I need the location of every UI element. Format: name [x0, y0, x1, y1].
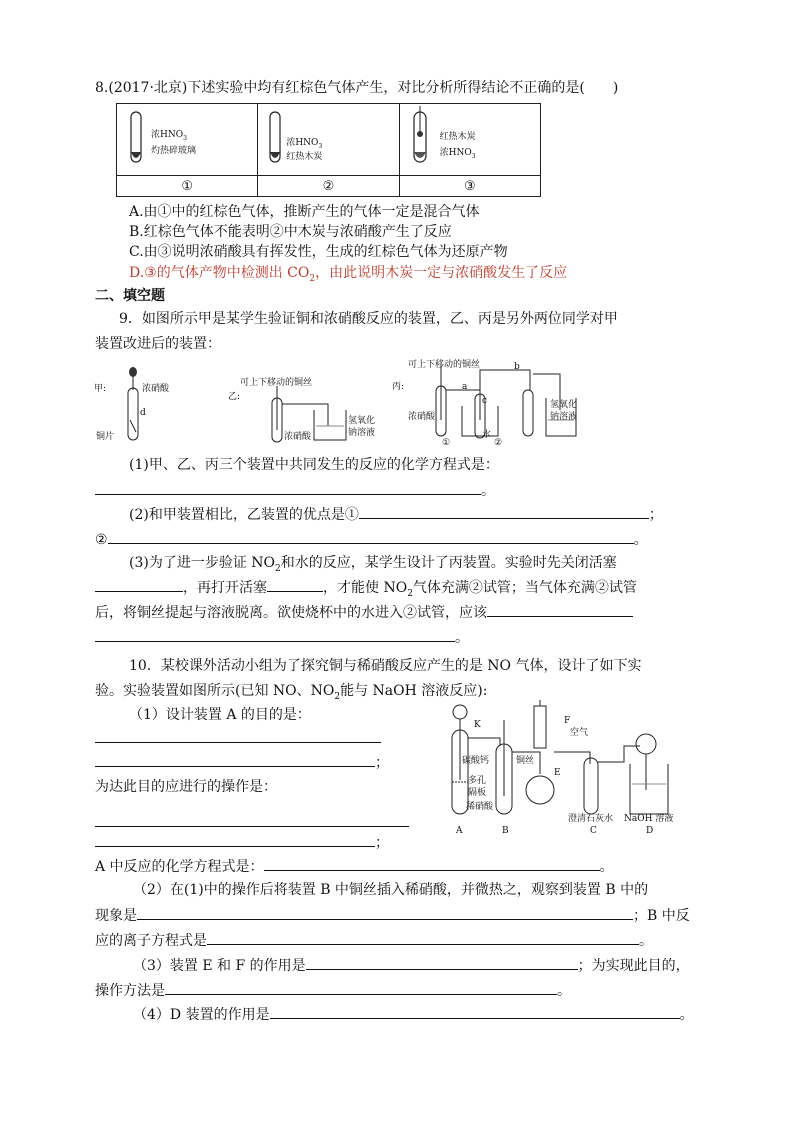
q8-fig-2: [258, 104, 399, 176]
q10-fig-c: C: [590, 826, 597, 836]
q9-fig-bing-1: ①: [442, 438, 451, 448]
test-tube-icon: [258, 104, 398, 175]
q9-fig-bing-naoh1: 氢氧化: [550, 400, 578, 410]
q8-fig1-label2: 灼热碎玻璃: [151, 146, 197, 156]
answer-blank[interactable]: [165, 980, 557, 995]
q10-op: 为达此目的应进行的操作是：: [95, 779, 277, 795]
q9-sub2-line2: ② 。: [95, 529, 648, 550]
q8-option-a: A.由①中的红棕色气体，推断产生的气体一定是混合气体: [129, 204, 480, 220]
q9-sub1-answer: 。: [95, 480, 495, 501]
q9-fig-bing-a: a: [462, 382, 468, 392]
answer-blank[interactable]: [207, 930, 639, 945]
q10-fig-d: D: [646, 826, 654, 836]
answer-blank[interactable]: [270, 1004, 680, 1019]
answer-blank[interactable]: [95, 480, 481, 495]
q9-figure: [90, 360, 610, 450]
q9-fig-yi-top: 可上下移动的铜丝: [240, 378, 313, 388]
q10-fig-e: E: [554, 768, 561, 778]
section-title: 二、填空题: [95, 288, 165, 304]
answer-blank[interactable]: [95, 728, 381, 743]
q8-fig2-num: ②: [258, 176, 399, 197]
q10-figure: [440, 700, 690, 840]
q9-fig-bing-naoh2: 钠溶液: [550, 412, 578, 422]
q10-fig-air: 空气: [570, 728, 589, 738]
q10-fig-caco3: 碳酸钙: [462, 756, 490, 766]
q10-op-blank1: [95, 812, 409, 833]
q8-option-c: C.由③说明浓硝酸具有挥发性，生成的红棕色气体为还原产物: [129, 244, 508, 260]
q10-fig-b: B: [502, 826, 509, 836]
q10-fig-a: A: [456, 826, 463, 836]
answer-blank[interactable]: [95, 627, 455, 642]
q8-option-b: B.红棕色气体不能表明②中木炭与浓硝酸产生了反应: [129, 224, 452, 240]
q10-sub1-blank2: ；: [95, 752, 389, 773]
q10-sub1-blank1: [95, 728, 381, 749]
answer-blank[interactable]: [264, 856, 600, 871]
answer-blank[interactable]: [95, 832, 375, 847]
answer-blank[interactable]: [306, 955, 578, 970]
q10-sub3-line2: 操作方法是 。: [95, 980, 571, 1001]
answer-blank[interactable]: [487, 602, 633, 617]
q10-fig-hno3: 稀硝酸: [466, 802, 494, 812]
q9-stem-2: 装置改进后的装置：: [95, 336, 221, 352]
q8-fig2-label2: 红热木炭: [286, 152, 323, 162]
q10-fig-porous2: 隔板: [468, 788, 487, 798]
answer-blank[interactable]: [95, 577, 183, 592]
test-tube-icon: [117, 104, 257, 175]
q9-fig-jia-cu: 铜片: [96, 432, 115, 442]
answer-blank[interactable]: [137, 905, 633, 920]
q9-sub2: (2)和甲装置相比，乙装置的优点是① ；: [129, 504, 663, 525]
q10-fig-porous1: 多孔: [468, 776, 487, 786]
q10-sub4: （4）D 装置的作用是 。: [133, 1004, 694, 1025]
q9-fig-bing-water: 水: [482, 430, 492, 440]
q8-option-d: D.③的气体产物中检测出 $CO_2$，由此说明木炭一定与浓硝酸发生了反应: [129, 265, 568, 284]
q10-sub2-line2: 现象是 ；B 中反: [95, 905, 690, 926]
q10-eq: A 中反应的化学方程式是： 。: [95, 856, 614, 877]
q10-sub3-line1: （3）装置 E 和 F 的作用是 ；为实现此目的，: [133, 955, 690, 976]
answer-blank[interactable]: [108, 529, 634, 544]
q8-fig3-num: ③: [399, 176, 540, 197]
q8-fig-3: [399, 104, 540, 176]
q10-fig-lime: 澄清石灰水: [568, 814, 614, 824]
answer-blank[interactable]: [95, 752, 375, 767]
q10-stem-1: 10．某校课外活动小组为了探究铜与稀硝酸反应产生的是 NO 气体，设计了如下实: [129, 658, 642, 674]
q9-stem-1: 9．如图所示甲是某学生验证铜和浓硝酸反应的装置，乙、丙是另外两位同学对甲: [119, 311, 618, 327]
q10-fig-cu: 铜丝: [516, 756, 535, 766]
q10-op-blank2: ；: [95, 832, 389, 853]
q10-sub2-line1: （2）在(1)中的操作后将装置 B 中铜丝插入稀硝酸，并微热之，观察到装置 B 中的: [133, 882, 649, 898]
q9-sub3-line2: ，再打开活塞 ，才能使 $NO_2$气体充满②试管；当气体充满②试管: [95, 577, 637, 604]
q8-figure-table: [116, 103, 541, 197]
q9-fig-bing-2: ②: [494, 438, 503, 448]
q10-sub1: （1）设计装置 A 的目的是：: [129, 707, 311, 723]
q8-stem: 8.(2017·北京)下述实验中均有红棕色气体产生，对比分析所得结论不正确的是( ): [95, 80, 619, 96]
q9-fig-yi: 乙:: [228, 392, 241, 402]
answer-blank[interactable]: [95, 812, 409, 827]
q9-fig-yi-acid: 浓硝酸: [284, 432, 312, 442]
q10-fig-f: F: [564, 716, 571, 726]
q9-fig-jia-d: d: [140, 408, 146, 418]
q9-sub1: (1)甲、乙、丙三个装置中共同发生的反应的化学方程式是：: [129, 457, 499, 473]
q10-fig-naoh: NaOH 溶液: [624, 814, 674, 824]
q9-sub3-line4: 。: [95, 627, 469, 648]
q9-sub3-line3: 后，将铜丝提起与溶液脱离。欲使烧杯中的水进入②试管，应该: [95, 602, 633, 623]
q8-fig-1: [117, 104, 258, 176]
q9-fig-bing-b: b: [514, 362, 520, 372]
q10-fig-k: K: [474, 720, 481, 730]
q8-fig3-label2: 浓$HNO_3$: [439, 148, 476, 160]
q9-fig-jia-acid: 浓硝酸: [142, 384, 170, 394]
q9-fig-yi-naoh2: 钠溶液: [348, 428, 376, 438]
q9-fig-yi-naoh1: 氢氧化: [348, 416, 376, 426]
q9-fig-bing-acid: 浓硝酸: [408, 412, 436, 422]
q8-fig1-num: ①: [117, 176, 258, 197]
q8-fig3-label1: 红热木炭: [439, 132, 476, 142]
q8-fig1-label1: 浓$HNO_3$: [151, 130, 187, 142]
q9-fig-jia: 甲:: [94, 384, 107, 394]
q10-stem-2: 验。实验装置如图所示(已知 NO、$NO_2$能与 NaOH 溶液反应):: [95, 683, 488, 702]
q8-fig2-label1: 浓$HNO_3$: [286, 138, 323, 150]
q9-sub3-line1: (3)为了进一步验证 $NO_2$和水的反应，某学生设计了丙装置。实验时先关闭活塞: [129, 555, 617, 574]
q10-sub2-line3: 应的离子方程式是 。: [95, 930, 653, 951]
answer-blank[interactable]: [267, 577, 323, 592]
q9-fig-bing-c: c: [482, 396, 488, 406]
q9-fig-bing-top: 可上下移动的铜丝: [408, 360, 481, 370]
answer-blank[interactable]: [359, 504, 649, 519]
q9-fig-bing: 丙:: [392, 382, 405, 392]
